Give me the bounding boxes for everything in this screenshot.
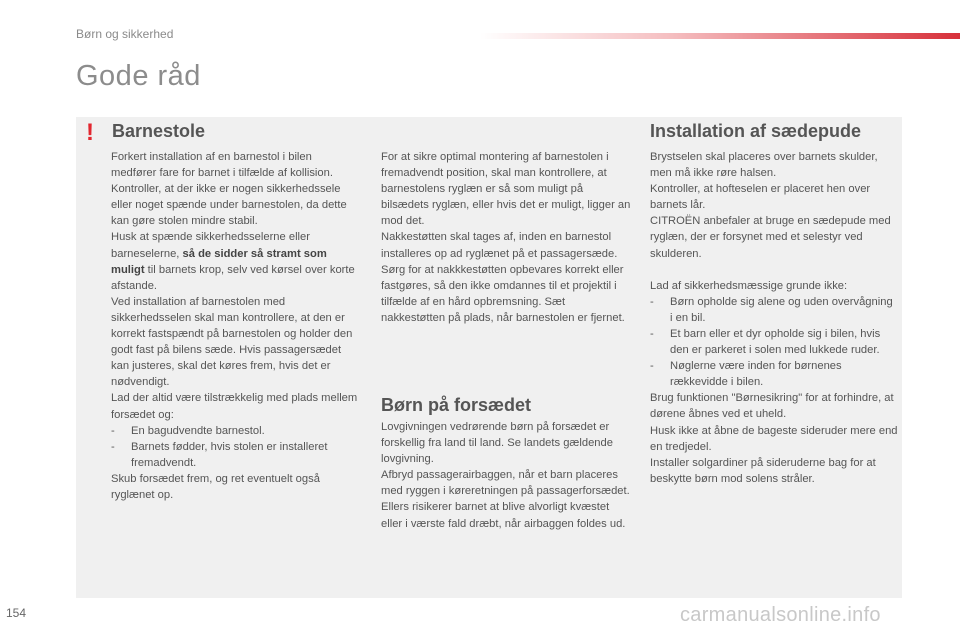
watermark: carmanualsonline.info <box>680 604 881 626</box>
paragraph: Sørg for at nakkkestøtten opbevares korrekt eller fastgøres, så den ikke omdannes til et projektil i tilfælde af en hård opbremsning. Sæt nakkestøtten på plads, når barnestolen er fjernet. <box>381 263 625 324</box>
list-item: - Et barn eller et dyr opholde sig i bilen, hvis den er parkeret i solen med lukkede ruder. <box>650 327 881 357</box>
list-item: - Børn opholde sig alene og uden overvågning i en bil. <box>650 295 893 324</box>
paragraph: Brystselen skal placeres over barnets skulder, men må ikke røre halsen. <box>650 151 878 180</box>
header-accent-bar <box>480 33 960 39</box>
list-item: - Barnets fødder, hvis stolen er installeret fremadvendt. <box>111 440 328 469</box>
section-header-label: Børn og sikkerhed <box>76 27 174 41</box>
page-title: Gode råd <box>76 60 201 92</box>
barnestole-column-1 <box>111 149 359 503</box>
bullet-list <box>111 423 359 471</box>
paragraph: Brug funktionen "Børnesikring" for at forhindre, at dørene åbnes ved et uheld. <box>650 392 894 421</box>
paragraph: For at sikre optimal montering af barnestolen i fremadvendt position, skal man kontrollere, at barnestolens ryglæn er så som muligt på bilsædets ryglæn, eller hvis det er muligt, ligger an mod det. <box>381 151 631 228</box>
forsaede-column <box>381 419 631 532</box>
paragraph: Lad af sikkerhedsmæssige grunde ikke: <box>650 279 848 292</box>
paragraph: Kontroller, at der ikke er nogen sikkerhedssele eller noget spænde under barnestolen, da dette kan gøre stolen mindre stabil. <box>111 183 347 228</box>
section-title-barnestole: Barnestole <box>112 121 206 141</box>
paragraph: Skub forsædet frem, og ret eventuelt også ryglænet op. <box>111 472 320 501</box>
paragraph: Afbryd passagerairbaggen, når et barn placeres med ryggen i køreretningen på passagerforsædet. Ellers risikerer barnet at blive alvorligt kvæstet eller i værste fald dræbt, når airbaggen foldes ud. <box>381 469 630 530</box>
page-number: 154 <box>6 606 27 620</box>
section-title-saedepude: Installation af sædepude <box>650 121 862 141</box>
paragraph: Ved installation af barnestolen med sikkerhedsselen skal man kontrollere, at den er korrekt fastspændt på barnestolen og holder den godt fast på bilens sæde. Hvis passagersædet kan justeres, skal det køres frem, hvis det er nødvendigt. <box>111 295 353 389</box>
paragraph: Installer solgardiner på sideruderne bag for at beskytte børn mod solens stråler. <box>650 456 876 485</box>
paragraph: CITROËN anbefaler at bruge en sædepude med ryglæn, der er forsynet med et selestyr ved skulderen. <box>650 215 891 260</box>
paragraph-belts: Husk at spænde sikkerhedsselerne eller barneselerne, så de sidder så stramt som muligt til barnets krop, selv ved kørsel over korte afstande. <box>111 231 355 292</box>
paragraph: Lovgivningen vedrørende børn på forsædet er forskellig fra land til land. Se landets gældende lovgivning. <box>381 421 613 466</box>
spacer <box>650 262 898 278</box>
section-title-forsaede: Børn på forsædet <box>381 395 532 415</box>
paragraph: Forkert installation af en barnestol i bilen medfører fare for barnet i tilfælde af kollision. <box>111 151 333 180</box>
paragraph: Kontroller, at hofteselen er placeret hen over barnets lår. <box>650 183 871 212</box>
paragraph: Lad der altid være tilstrækkelig med plads mellem forsædet og: <box>111 392 358 421</box>
list-item: - En bagudvendte barnestol. <box>111 424 265 437</box>
emphasis-text: så de sidder så stramt som muligt <box>111 247 327 276</box>
paragraph: Nakkestøtten skal tages af, inden en barnestol installeres op ad ryglænet på et passagersæde. <box>381 231 618 260</box>
list-item: - Nøglerne være inden for børnenes rækkevidde i bilen. <box>650 360 842 389</box>
exclamation-warning-icon: ! <box>86 119 94 146</box>
barnestole-column-2 <box>381 149 631 326</box>
paragraph: Husk ikke at åbne de bageste sideruder mere end en tredjedel. <box>650 424 898 453</box>
saedepude-column <box>650 149 898 487</box>
bullet-list <box>650 294 898 391</box>
